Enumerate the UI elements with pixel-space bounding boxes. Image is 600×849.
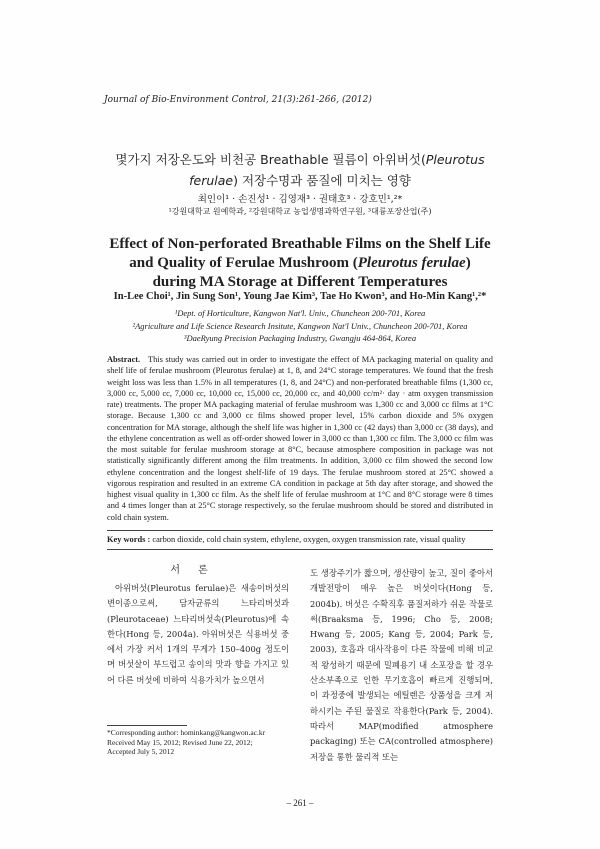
- affiliation-line: ³DaeRyung Precision Packaging Industry, Gwangju 464-864, Korea: [183, 333, 417, 343]
- en-title-part: ): [465, 255, 471, 271]
- divider: [107, 530, 493, 531]
- en-title-line: Effect of Non-perforated Breathable Films on the Shelf Life: [109, 236, 491, 252]
- korean-authors: 최인이¹ · 손진성¹ · 김영재³ · 권태호³ · 강호민¹,²*: [197, 194, 403, 205]
- abstract-label: Abstract.: [107, 355, 141, 364]
- affiliation-line: ¹Dept. of Horticulture, Kangwon Nat'l. Univ., Chuncheon 200-701, Korea: [174, 308, 426, 318]
- footnote-line: Received May 15, 2012; Revised June 22, 2012;: [107, 737, 253, 747]
- english-authors: In-Lee Choi¹, Jin Sung Son¹, Young Jae Kim³, Tae Ho Kwon³, and Ho-Min Kang¹,²*: [113, 291, 487, 302]
- footnote: [107, 728, 307, 757]
- ko-title-part: 몇가지 저장온도와 비천공 Breathable 필름이 아위버섯(: [115, 152, 426, 167]
- ko-title-italic: ferulae: [189, 173, 234, 188]
- footnote-divider: [107, 725, 187, 726]
- en-title-line: during MA Storage at Different Temperatures: [152, 274, 448, 290]
- divider: [107, 549, 493, 550]
- footnote-line: *Corresponding author: hominkang@kangwon.ac.kr: [107, 728, 266, 737]
- footnote-line: Accepted July 5, 2012: [107, 747, 175, 756]
- ko-title-part: ) 저장수명과 품질에 미치는 영향: [233, 173, 411, 188]
- section-heading-introduction: 서론: [170, 565, 226, 576]
- body-column-right: 도 생장주기가 짧으며, 생산량이 높고, 질이 좋아서 개발전망이 매우 높은 버섯이다(Hong 등, 2004b). 버섯은 수확직후 품질저하가 쉬운 작물로써(Braaksma 등, 1996; Cho 등, 2008; Hwang 등, 2005; Kang 등, 2004; Park 등, 2003), 호흡과 대사작용이 다른 작물에 비해 비교적 왕성하기 때문에 밀폐용기 내 소포장을 할 경우 산소부족으로 인한 무기호흡이 빠르게 진행되며, 이 과정중에 발생되는 에틸렌은 상품성을 크게 저하시키는 주된 물질로 작용한다(Park 등, 2004). 따라서 MAP(modified atmosphere packaging) 또는 CA(controlled atmosphere) 저장을 통한 물리적 또는: [310, 568, 493, 762]
- ko-title-italic: Pleurotus: [425, 152, 485, 167]
- korean-title: [80, 149, 520, 191]
- body-column-left: 아위버섯(Pleurotus ferulae)은 새송이버섯의 변이종으로써, 담자균류의 느타리버섯과(Pleurotaceae) 느타리버섯속(Pleurotus)에 속한다(Hong 등, 2004a). 아위버섯은 식용버섯 중에서 가장 커서 1개의 무게가 150–400g 정도이며 버섯살이 부드럽고 송이의 맛과 향을 가지고 있어 다른 버섯에 비하여 식용가치가 높으면서: [107, 583, 289, 685]
- english-title: [70, 235, 530, 292]
- english-affiliations: [70, 307, 530, 345]
- affiliation-line: ²Agriculture and Life Science Research Insitute, Kangwon Nat'l Univ., Chuncheon 200-701, Korea: [132, 320, 468, 331]
- abstract: [107, 354, 493, 523]
- page-number: – 261 –: [286, 798, 314, 808]
- abstract-text: This study was carried out in order to investigate the effect of MA packaging material on quality and shelf life of ferulae mushroom (Pleurotus ferulae) at 1, 8, and 24°C storage temperatures. We found that the fresh weight loss was less than 1.5% in all temperatures (1, 8, and 24°C) and non-perforated breathable films (1,300 cc, 3,000 cc, 5,000 cc, 7,000 cc, 10,000 cc, 15,000 cc, 20,000 cc, and 40,000 cc/m²· day · atm oxygen transmission rate) treatments. The proper MA packaging material of ferulae mushroom was 1,300 cc and 3,000 cc films at 1°C storage. Because 1,300 cc and 3,000 cc films showed proper level, 15% carbon dioxide and 5% oxygen concentration for MA storage, although the shelf life was higher in 1,300 cc (42 days) than 3,000 cc (38 days), and the ethylene concentration as well as off-order showed lower in 3,000 cc than 1,300 cc film. The 3,000 cc film was the most suitable for ferulae mushroom storage at 8°C, because atmosphere composition in package was not statistically significantly different among the film treatments. In addition, 3,000 cc film showed the second low ethylene concentration and the longest shelf-life of 19 days. The ferulae mushroom stored at 25°C showed a vigorous respiration and resulted in an extreme CA condition in package at 5th day after storage, and showed the highest visual quality in 1,300 cc film. As the shelf life of ferulae mushroom at 1°C and 8°C storage were 8 times and 4 times longer than at 25°C storage respectively, so the ferulae mushroom should be stored and distributed in cold chain system.: [107, 355, 493, 522]
- en-title-part: and Quality of Ferulae Mushroom (: [129, 255, 358, 271]
- korean-affiliations: ¹강원대학교 원예학과, ²강원대학교 농업생명과학연구원, ³대륭포장산업(주): [168, 207, 432, 216]
- keywords-text: carbon dioxide, cold chain system, ethylene, oxygen, oxygen transmission rate, visual quality: [152, 535, 466, 544]
- en-title-italic: Pleurotus ferulae: [357, 255, 466, 271]
- keywords-label: Key words :: [107, 535, 151, 544]
- journal-citation: Journal of Bio-Environment Control, 21(3):261-266, (2012): [104, 95, 372, 105]
- keywords: [107, 535, 493, 544]
